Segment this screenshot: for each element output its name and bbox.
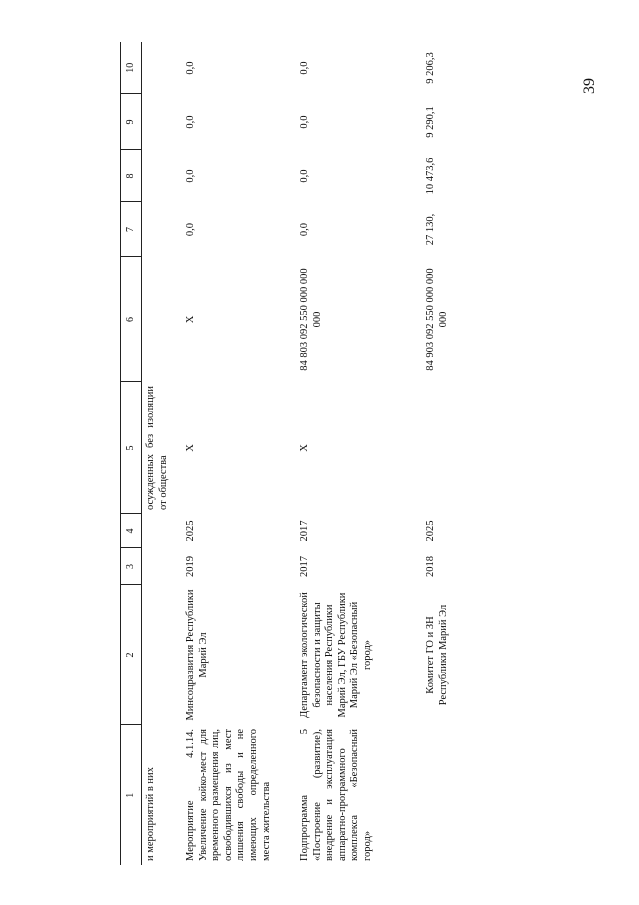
value-cell-10: 9 206,3: [425, 52, 436, 84]
table-row-continuation: [142, 42, 183, 865]
table-row: [296, 42, 422, 865]
table-row: [422, 42, 518, 865]
start-year-cell: 2017: [299, 556, 310, 577]
end-year-cell: 2017: [299, 520, 310, 542]
table-row: [182, 42, 296, 865]
column-header-7: 7: [121, 202, 142, 257]
column-header-1: 1: [121, 725, 142, 865]
value-cell-9: 0,0: [185, 115, 196, 129]
executor-cell: Комитет ГО и ЗН Республики Марий Эл: [425, 604, 449, 706]
page-number: 39: [581, 78, 598, 94]
value-cell-7: 27 130,: [425, 213, 436, 246]
measure-name-cell: Мероприятие 4.1.14. Увеличение койко-мест для временного размещения лиц, освободившихся из мест лишения свободы и не имеющих определенного места жительства: [185, 729, 272, 861]
executor-cell: Минсоцразвития Республики Марий Эл: [185, 589, 209, 721]
column-header-8: 8: [121, 150, 142, 202]
end-year-cell: 2025: [185, 520, 196, 542]
result-cell: Х: [185, 444, 196, 452]
executor-cell: Департамент экологической безопасности и защиты населения Республики Марий Эл, ГБУ Республики Марий Эл «Безопасный город»: [299, 592, 373, 718]
continuation-result-cell: осужденных без изоляции от общества: [145, 386, 169, 510]
value-cell-8: 10 473,6: [425, 157, 436, 195]
value-cell-10: 0,0: [185, 61, 196, 75]
budget-code-cell: 84 903 092 550 000 000 000: [425, 268, 449, 371]
value-cell-10: 0,0: [299, 61, 310, 75]
column-header-10: 10: [121, 42, 142, 94]
value-cell-8: 0,0: [185, 169, 196, 183]
measure-name-cell: Подпрограмма 5 «Построение (развитие), внедрение и эксплуатация аппаратно-программного комплекса «Безопасный город»: [299, 729, 373, 861]
column-header-3: 3: [121, 548, 142, 585]
column-header-9: 9: [121, 94, 142, 150]
column-header-5: 5: [121, 382, 142, 514]
column-number-header-row: [121, 42, 142, 865]
column-header-4: 4: [121, 514, 142, 548]
result-cell: Х: [299, 444, 310, 452]
measure-name-cell: [422, 725, 518, 865]
budget-code-cell: Х: [185, 315, 196, 324]
value-cell-7: 0,0: [185, 222, 196, 237]
value-cell-8: 0,0: [299, 169, 310, 183]
budget-code-cell: 84 803 092 550 000 000 000: [299, 268, 323, 371]
value-cell-9: 9 290,1: [425, 106, 436, 138]
budget-table: [120, 42, 518, 865]
start-year-cell: 2019: [185, 556, 196, 577]
column-header-6: 6: [121, 257, 142, 382]
value-cell-7: 0,0: [299, 222, 310, 237]
rotated-table-sheet: [120, 52, 518, 865]
end-year-cell: 2025: [425, 520, 436, 542]
column-header-2: 2: [121, 585, 142, 725]
value-cell-9: 0,0: [299, 115, 310, 129]
result-cell: [422, 382, 518, 514]
start-year-cell: 2018: [425, 556, 436, 577]
continuation-name-cell: и мероприятий в них: [145, 767, 156, 861]
